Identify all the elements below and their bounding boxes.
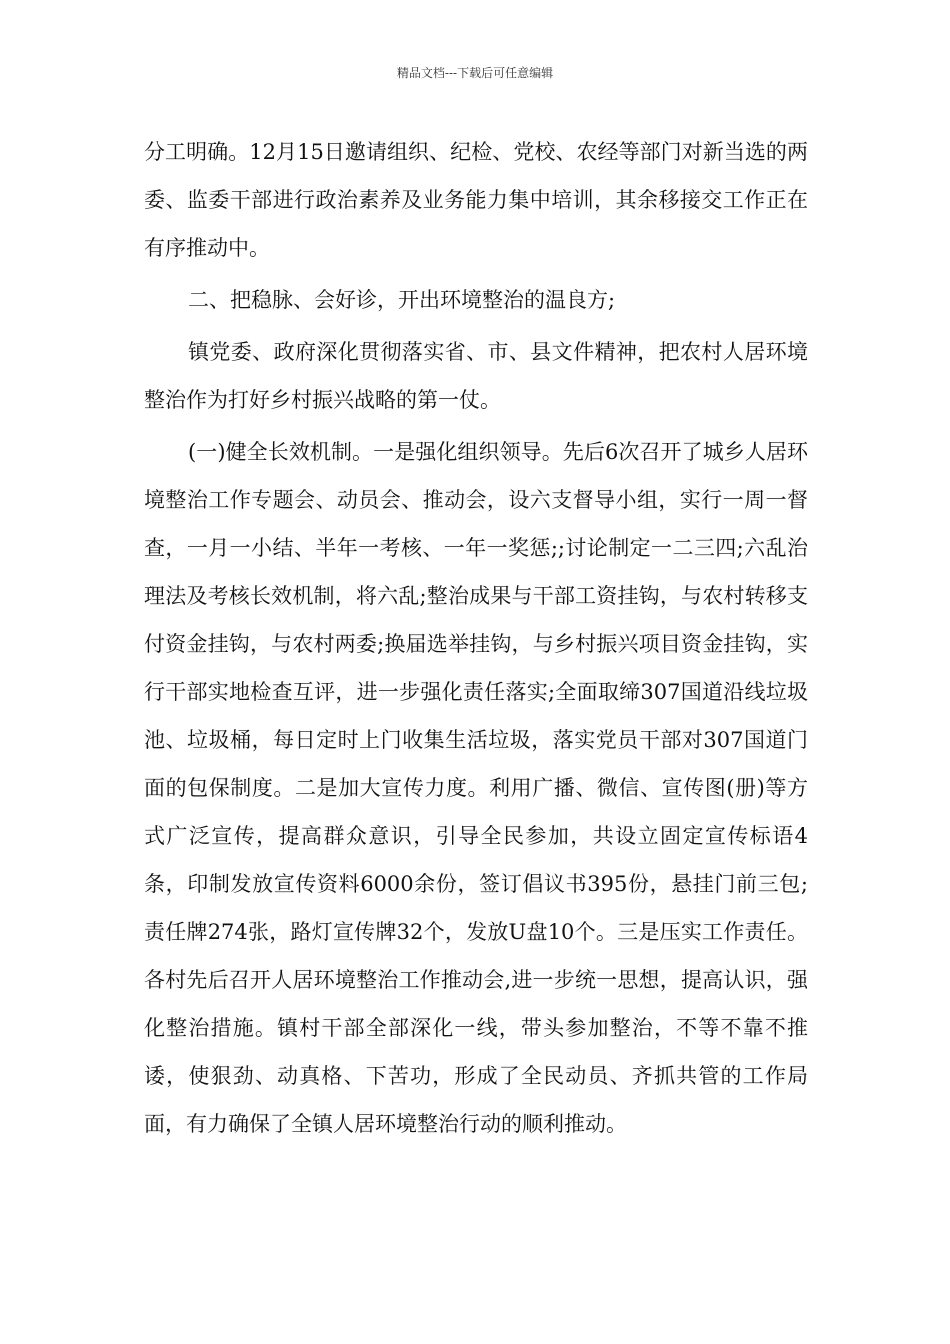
paragraph-1: 分工明确。12月15日邀请组织、纪检、党校、农经等部门对新当选的两委、监委干部进行政治素养及业务能力集中培训，其余移接交工作正在有序推动中。 (144, 140, 808, 260)
paragraph-2-section-heading: 二、把稳脉、会好诊，开出环境整治的温良方; (188, 288, 616, 312)
page-header: 精品文档---下载后可任意编辑 (396, 66, 554, 80)
document-body (144, 128, 808, 1148)
paragraph-4: (一)健全长效机制。一是强化组织领导。先后6次召开了城乡人居环境整治工作专题会、动员会、推动会，设六支督导小组，实行一周一督查，一月一小结、半年一考核、一年一奖惩;;讨论制定一二三四;六乱治理法及考核长效机制，将六乱;整治成果与干部工资挂钩，与农村转移支付资金挂钩，与农村两委;换届选举挂钩，与乡村振兴项目资金挂钩，实行干部实地检查互评，进一步强化责任落实;全面取缔307国道沿线垃圾池、垃圾桶，每日定时上门收集生活垃圾，落实党员干部对307国道门面的包保制度。二是加大宣传力度。利用广播、微信、宣传图(册)等方式广泛宣传，提高群众意识，引导全民参加，共设立固定宣传标语4条，印制发放宣传资料6000余份，签订倡议书395份，悬挂门前三包;责任牌274张，路灯宣传牌32个，发放U盘10个。三是压实工作责任。各村先后召开人居环境整治工作推动会,进一步统一思想，提高认识，强化整治措施。镇村干部全部深化一线，带头参加整治，不等不靠不推诿，使狠劲、动真格、下苦功，形成了全民动员、齐抓共管的工作局面，有力确保了全镇人居环境整治行动的顺利推动。 (144, 440, 808, 1136)
paragraph-3: 镇党委、政府深化贯彻落实省、市、县文件精神，把农村人居环境整治作为打好乡村振兴战略的第一仗。 (144, 340, 808, 412)
